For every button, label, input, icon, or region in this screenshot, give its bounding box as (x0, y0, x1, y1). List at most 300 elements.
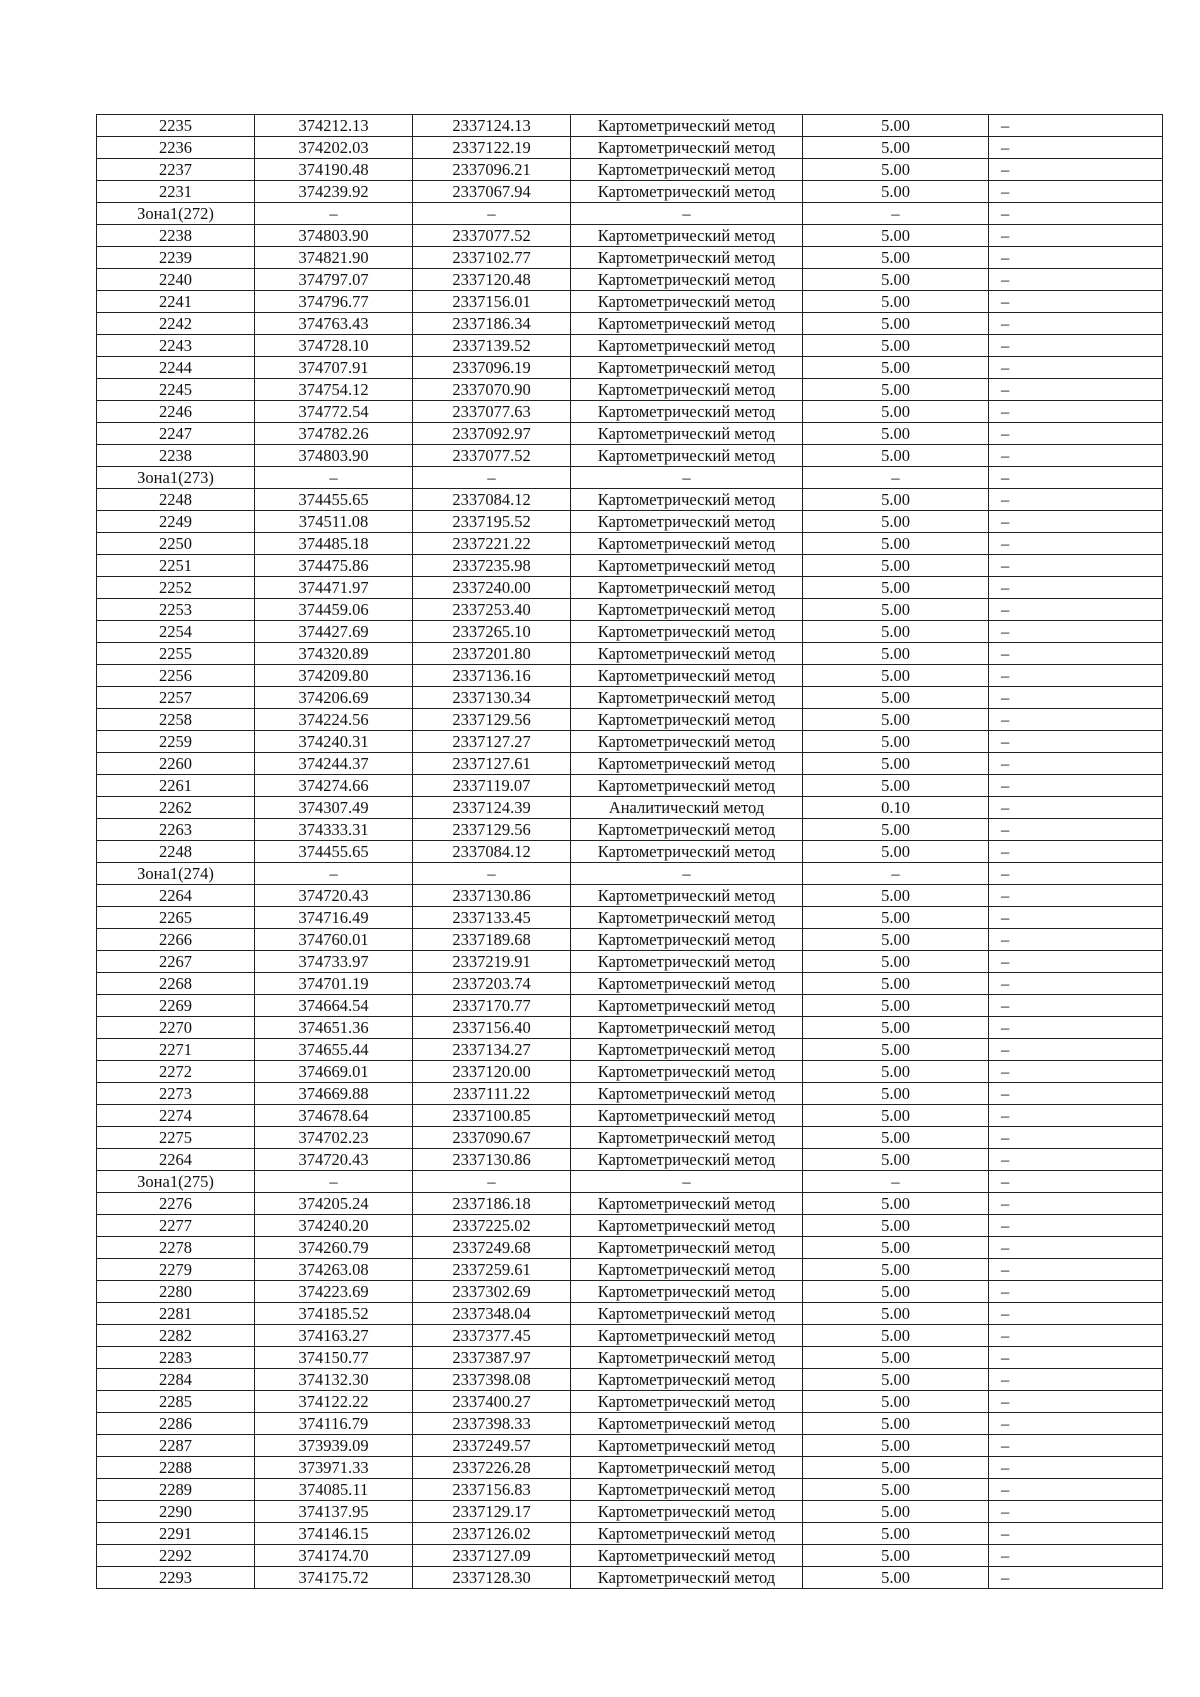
note-cell: – (989, 1325, 1163, 1347)
y-coordinate-cell: 2337127.27 (413, 731, 571, 753)
point-number-cell: 2281 (97, 1303, 255, 1325)
table-row (97, 1347, 1163, 1369)
table-row (97, 1149, 1163, 1171)
x-coordinate-cell: 374260.79 (255, 1237, 413, 1259)
y-coordinate-cell: 2337221.22 (413, 533, 571, 555)
note-cell: – (989, 995, 1163, 1017)
note-cell: – (989, 1083, 1163, 1105)
y-coordinate-cell: 2337156.40 (413, 1017, 571, 1039)
note-cell: – (989, 1413, 1163, 1435)
note-cell: – (989, 1171, 1163, 1193)
point-number-cell: 2241 (97, 291, 255, 313)
accuracy-cell: 5.00 (803, 1127, 989, 1149)
x-coordinate-cell: 374455.65 (255, 841, 413, 863)
table-row (97, 1391, 1163, 1413)
note-cell: – (989, 1501, 1163, 1523)
point-number-cell: 2251 (97, 555, 255, 577)
x-coordinate-cell: 374240.20 (255, 1215, 413, 1237)
y-coordinate-cell: 2337067.94 (413, 181, 571, 203)
y-coordinate-cell: 2337302.69 (413, 1281, 571, 1303)
accuracy-cell: 5.00 (803, 247, 989, 269)
table-row (97, 555, 1163, 577)
point-number-cell: 2237 (97, 159, 255, 181)
x-coordinate-cell: 374459.06 (255, 599, 413, 621)
method-cell: Аналитический метод (571, 797, 803, 819)
y-coordinate-cell: 2337129.56 (413, 709, 571, 731)
accuracy-cell: 5.00 (803, 885, 989, 907)
accuracy-cell: 5.00 (803, 401, 989, 423)
note-cell: – (989, 423, 1163, 445)
note-cell: – (989, 1193, 1163, 1215)
method-cell: Картометрический метод (571, 379, 803, 401)
point-number-cell: 2267 (97, 951, 255, 973)
method-cell: Картометрический метод (571, 1039, 803, 1061)
x-coordinate-cell: 374511.08 (255, 511, 413, 533)
method-cell: Картометрический метод (571, 1105, 803, 1127)
y-coordinate-cell: 2337156.83 (413, 1479, 571, 1501)
x-coordinate-cell: 374307.49 (255, 797, 413, 819)
x-coordinate-cell: 374190.48 (255, 159, 413, 181)
accuracy-cell: 5.00 (803, 621, 989, 643)
method-cell: Картометрический метод (571, 445, 803, 467)
note-cell: – (989, 731, 1163, 753)
accuracy-cell: 5.00 (803, 1193, 989, 1215)
table-row (97, 841, 1163, 863)
point-number-cell: 2266 (97, 929, 255, 951)
point-number-cell: 2260 (97, 753, 255, 775)
accuracy-cell: 5.00 (803, 907, 989, 929)
accuracy-cell: 5.00 (803, 973, 989, 995)
note-cell: – (989, 1479, 1163, 1501)
method-cell: Картометрический метод (571, 137, 803, 159)
method-cell: Картометрический метод (571, 1017, 803, 1039)
y-coordinate-cell: 2337084.12 (413, 841, 571, 863)
table-row (97, 1105, 1163, 1127)
x-coordinate-cell: 374796.77 (255, 291, 413, 313)
y-coordinate-cell: 2337170.77 (413, 995, 571, 1017)
note-cell: – (989, 709, 1163, 731)
x-coordinate-cell: 374651.36 (255, 1017, 413, 1039)
point-number-cell: 2265 (97, 907, 255, 929)
point-number-cell: 2289 (97, 1479, 255, 1501)
y-coordinate-cell: 2337201.80 (413, 643, 571, 665)
point-number-cell: 2262 (97, 797, 255, 819)
x-coordinate-cell: 374678.64 (255, 1105, 413, 1127)
note-cell: – (989, 1017, 1163, 1039)
note-cell: – (989, 643, 1163, 665)
method-cell: Картометрический метод (571, 1479, 803, 1501)
point-number-cell: 2240 (97, 269, 255, 291)
y-coordinate-cell: 2337090.67 (413, 1127, 571, 1149)
accuracy-cell: 5.00 (803, 995, 989, 1017)
x-coordinate-cell: 374244.37 (255, 753, 413, 775)
point-number-cell: 2252 (97, 577, 255, 599)
y-coordinate-cell: 2337127.61 (413, 753, 571, 775)
point-number-cell: 2238 (97, 445, 255, 467)
y-coordinate-cell: 2337124.13 (413, 115, 571, 137)
zone-header-row (97, 863, 1163, 885)
y-coordinate-cell: 2337129.56 (413, 819, 571, 841)
table-row (97, 929, 1163, 951)
x-coordinate-cell: 374782.26 (255, 423, 413, 445)
method-cell: Картометрический метод (571, 1457, 803, 1479)
zone-header-row (97, 1171, 1163, 1193)
point-number-cell: 2253 (97, 599, 255, 621)
point-number-cell: 2236 (97, 137, 255, 159)
point-number-cell: 2257 (97, 687, 255, 709)
point-number-cell: 2247 (97, 423, 255, 445)
table-row (97, 1127, 1163, 1149)
note-cell: – (989, 1237, 1163, 1259)
table-row (97, 1237, 1163, 1259)
note-cell: – (989, 555, 1163, 577)
y-coordinate-cell: 2337186.34 (413, 313, 571, 335)
x-coordinate-cell: 374669.88 (255, 1083, 413, 1105)
table-row (97, 1215, 1163, 1237)
point-number-cell: 2254 (97, 621, 255, 643)
accuracy-cell: 5.00 (803, 1457, 989, 1479)
point-number-cell: 2273 (97, 1083, 255, 1105)
x-coordinate-cell: 374702.23 (255, 1127, 413, 1149)
x-coordinate-cell: 374655.44 (255, 1039, 413, 1061)
note-cell: – (989, 687, 1163, 709)
accuracy-cell: 5.00 (803, 533, 989, 555)
table-row (97, 731, 1163, 753)
y-coordinate-cell: 2337130.86 (413, 1149, 571, 1171)
y-coordinate-cell: 2337127.09 (413, 1545, 571, 1567)
method-cell: Картометрический метод (571, 1083, 803, 1105)
note-cell: – (989, 445, 1163, 467)
point-number-cell: 2258 (97, 709, 255, 731)
point-number-cell: 2279 (97, 1259, 255, 1281)
note-cell: – (989, 269, 1163, 291)
point-number-cell: 2250 (97, 533, 255, 555)
x-coordinate-cell: 374274.66 (255, 775, 413, 797)
point-number-cell: 2284 (97, 1369, 255, 1391)
table-row (97, 489, 1163, 511)
accuracy-cell: 5.00 (803, 1479, 989, 1501)
accuracy-cell: 5.00 (803, 489, 989, 511)
table-row (97, 423, 1163, 445)
y-coordinate-cell: – (413, 1171, 571, 1193)
point-number-cell: 2288 (97, 1457, 255, 1479)
note-cell: – (989, 313, 1163, 335)
x-coordinate-cell: 374475.86 (255, 555, 413, 577)
table-row (97, 1457, 1163, 1479)
x-coordinate-cell: 374485.18 (255, 533, 413, 555)
x-coordinate-cell: 374146.15 (255, 1523, 413, 1545)
note-cell: – (989, 1347, 1163, 1369)
accuracy-cell: 5.00 (803, 1567, 989, 1589)
table-row (97, 687, 1163, 709)
method-cell: Картометрический метод (571, 1061, 803, 1083)
accuracy-cell: 5.00 (803, 709, 989, 731)
note-cell: – (989, 247, 1163, 269)
point-number-cell: 2264 (97, 885, 255, 907)
zone-label-cell: Зона1(273) (97, 467, 255, 489)
x-coordinate-cell: 374664.54 (255, 995, 413, 1017)
table-row (97, 621, 1163, 643)
point-number-cell: 2244 (97, 357, 255, 379)
accuracy-cell: 5.00 (803, 1369, 989, 1391)
accuracy-cell: 5.00 (803, 423, 989, 445)
note-cell: – (989, 1281, 1163, 1303)
accuracy-cell: 5.00 (803, 269, 989, 291)
method-cell: Картометрический метод (571, 1325, 803, 1347)
x-coordinate-cell: – (255, 467, 413, 489)
zone-header-row (97, 467, 1163, 489)
accuracy-cell: 5.00 (803, 1105, 989, 1127)
x-coordinate-cell: 374427.69 (255, 621, 413, 643)
y-coordinate-cell: 2337400.27 (413, 1391, 571, 1413)
method-cell: Картометрический метод (571, 1391, 803, 1413)
accuracy-cell: 5.00 (803, 313, 989, 335)
method-cell: – (571, 863, 803, 885)
accuracy-cell: 5.00 (803, 1325, 989, 1347)
accuracy-cell: 5.00 (803, 1413, 989, 1435)
table-row (97, 599, 1163, 621)
y-coordinate-cell: 2337070.90 (413, 379, 571, 401)
note-cell: – (989, 621, 1163, 643)
table-row (97, 137, 1163, 159)
method-cell: Картометрический метод (571, 335, 803, 357)
y-coordinate-cell: 2337111.22 (413, 1083, 571, 1105)
point-number-cell: 2256 (97, 665, 255, 687)
x-coordinate-cell: 374797.07 (255, 269, 413, 291)
accuracy-cell: – (803, 1171, 989, 1193)
point-number-cell: 2271 (97, 1039, 255, 1061)
y-coordinate-cell: 2337130.34 (413, 687, 571, 709)
x-coordinate-cell: 374163.27 (255, 1325, 413, 1347)
y-coordinate-cell: 2337077.52 (413, 445, 571, 467)
accuracy-cell: 5.00 (803, 1545, 989, 1567)
y-coordinate-cell: 2337249.57 (413, 1435, 571, 1457)
note-cell: – (989, 159, 1163, 181)
y-coordinate-cell: 2337092.97 (413, 423, 571, 445)
accuracy-cell: 5.00 (803, 445, 989, 467)
zone-label-cell: Зона1(274) (97, 863, 255, 885)
method-cell: Картометрический метод (571, 1501, 803, 1523)
y-coordinate-cell: 2337156.01 (413, 291, 571, 313)
note-cell: – (989, 1369, 1163, 1391)
method-cell: Картометрический метод (571, 885, 803, 907)
y-coordinate-cell: – (413, 203, 571, 225)
point-number-cell: 2272 (97, 1061, 255, 1083)
y-coordinate-cell: 2337119.07 (413, 775, 571, 797)
x-coordinate-cell: 374760.01 (255, 929, 413, 951)
point-number-cell: 2269 (97, 995, 255, 1017)
method-cell: Картометрический метод (571, 1413, 803, 1435)
point-number-cell: 2263 (97, 819, 255, 841)
accuracy-cell: 5.00 (803, 511, 989, 533)
point-number-cell: 2248 (97, 489, 255, 511)
note-cell: – (989, 929, 1163, 951)
point-number-cell: 2292 (97, 1545, 255, 1567)
note-cell: – (989, 291, 1163, 313)
y-coordinate-cell: 2337077.63 (413, 401, 571, 423)
y-coordinate-cell: 2337186.18 (413, 1193, 571, 1215)
point-number-cell: 2261 (97, 775, 255, 797)
x-coordinate-cell: – (255, 203, 413, 225)
x-coordinate-cell: 374175.72 (255, 1567, 413, 1589)
table-row (97, 577, 1163, 599)
point-number-cell: 2290 (97, 1501, 255, 1523)
y-coordinate-cell: 2337133.45 (413, 907, 571, 929)
note-cell: – (989, 533, 1163, 555)
method-cell: Картометрический метод (571, 401, 803, 423)
method-cell: Картометрический метод (571, 665, 803, 687)
point-number-cell: 2270 (97, 1017, 255, 1039)
accuracy-cell: 5.00 (803, 753, 989, 775)
method-cell: Картометрический метод (571, 995, 803, 1017)
method-cell: Картометрический метод (571, 115, 803, 137)
x-coordinate-cell: 374707.91 (255, 357, 413, 379)
method-cell: Картометрический метод (571, 1193, 803, 1215)
accuracy-cell: 5.00 (803, 929, 989, 951)
y-coordinate-cell: 2337128.30 (413, 1567, 571, 1589)
y-coordinate-cell: 2337203.74 (413, 973, 571, 995)
x-coordinate-cell: 374122.22 (255, 1391, 413, 1413)
method-cell: Картометрический метод (571, 841, 803, 863)
method-cell: Картометрический метод (571, 907, 803, 929)
accuracy-cell: – (803, 203, 989, 225)
table-row (97, 1193, 1163, 1215)
x-coordinate-cell: 374733.97 (255, 951, 413, 973)
accuracy-cell: 5.00 (803, 643, 989, 665)
note-cell: – (989, 379, 1163, 401)
point-number-cell: 2238 (97, 225, 255, 247)
x-coordinate-cell: 374720.43 (255, 885, 413, 907)
table-row (97, 313, 1163, 335)
note-cell: – (989, 137, 1163, 159)
method-cell: – (571, 1171, 803, 1193)
table-row (97, 1369, 1163, 1391)
x-coordinate-cell: 373939.09 (255, 1435, 413, 1457)
y-coordinate-cell: 2337102.77 (413, 247, 571, 269)
accuracy-cell: 5.00 (803, 1039, 989, 1061)
method-cell: Картометрический метод (571, 929, 803, 951)
table-row (97, 1083, 1163, 1105)
accuracy-cell: 5.00 (803, 181, 989, 203)
accuracy-cell: 5.00 (803, 1215, 989, 1237)
note-cell: – (989, 863, 1163, 885)
y-coordinate-cell: 2337240.00 (413, 577, 571, 599)
y-coordinate-cell: 2337377.45 (413, 1325, 571, 1347)
note-cell: – (989, 797, 1163, 819)
accuracy-cell: 5.00 (803, 225, 989, 247)
accuracy-cell: 5.00 (803, 577, 989, 599)
method-cell: Картометрический метод (571, 533, 803, 555)
y-coordinate-cell: 2337348.04 (413, 1303, 571, 1325)
x-coordinate-cell: 374669.01 (255, 1061, 413, 1083)
accuracy-cell: 5.00 (803, 665, 989, 687)
table-row (97, 225, 1163, 247)
table-row (97, 951, 1163, 973)
x-coordinate-cell: 374333.31 (255, 819, 413, 841)
method-cell: Картометрический метод (571, 1369, 803, 1391)
note-cell: – (989, 467, 1163, 489)
method-cell: Картометрический метод (571, 225, 803, 247)
y-coordinate-cell: 2337120.00 (413, 1061, 571, 1083)
note-cell: – (989, 225, 1163, 247)
accuracy-cell: 5.00 (803, 841, 989, 863)
method-cell: Картометрический метод (571, 489, 803, 511)
note-cell: – (989, 511, 1163, 533)
table-row (97, 797, 1163, 819)
point-number-cell: 2255 (97, 643, 255, 665)
method-cell: Картометрический метод (571, 313, 803, 335)
accuracy-cell: – (803, 467, 989, 489)
note-cell: – (989, 489, 1163, 511)
y-coordinate-cell: 2337225.02 (413, 1215, 571, 1237)
table-row (97, 1435, 1163, 1457)
table-row (97, 181, 1163, 203)
y-coordinate-cell: 2337130.86 (413, 885, 571, 907)
point-number-cell: 2285 (97, 1391, 255, 1413)
note-cell: – (989, 885, 1163, 907)
note-cell: – (989, 1215, 1163, 1237)
table-row (97, 291, 1163, 313)
y-coordinate-cell: 2337084.12 (413, 489, 571, 511)
x-coordinate-cell: 374137.95 (255, 1501, 413, 1523)
method-cell: Картометрический метод (571, 555, 803, 577)
y-coordinate-cell: 2337122.19 (413, 137, 571, 159)
method-cell: Картометрический метод (571, 687, 803, 709)
y-coordinate-cell: 2337219.91 (413, 951, 571, 973)
table-row (97, 1413, 1163, 1435)
point-number-cell: 2239 (97, 247, 255, 269)
method-cell: Картометрический метод (571, 423, 803, 445)
table-row (97, 335, 1163, 357)
method-cell: Картометрический метод (571, 247, 803, 269)
accuracy-cell: 5.00 (803, 1523, 989, 1545)
accuracy-cell: 5.00 (803, 137, 989, 159)
note-cell: – (989, 1435, 1163, 1457)
table-row (97, 1061, 1163, 1083)
point-number-cell: 2248 (97, 841, 255, 863)
point-number-cell: 2268 (97, 973, 255, 995)
x-coordinate-cell: 374085.11 (255, 1479, 413, 1501)
point-number-cell: 2246 (97, 401, 255, 423)
method-cell: Картометрический метод (571, 753, 803, 775)
table-row (97, 379, 1163, 401)
note-cell: – (989, 907, 1163, 929)
method-cell: Картометрический метод (571, 1215, 803, 1237)
method-cell: Картометрический метод (571, 621, 803, 643)
note-cell: – (989, 1061, 1163, 1083)
table-row (97, 247, 1163, 269)
table-row (97, 643, 1163, 665)
x-coordinate-cell: 374206.69 (255, 687, 413, 709)
method-cell: Картометрический метод (571, 643, 803, 665)
method-cell: Картометрический метод (571, 269, 803, 291)
accuracy-cell: 5.00 (803, 1347, 989, 1369)
y-coordinate-cell: 2337259.61 (413, 1259, 571, 1281)
x-coordinate-cell: 374471.97 (255, 577, 413, 599)
zone-label-cell: Зона1(272) (97, 203, 255, 225)
note-cell: – (989, 1523, 1163, 1545)
x-coordinate-cell: 374212.13 (255, 115, 413, 137)
table-row (97, 1545, 1163, 1567)
note-cell: – (989, 819, 1163, 841)
x-coordinate-cell: 374763.43 (255, 313, 413, 335)
accuracy-cell: 5.00 (803, 1149, 989, 1171)
point-number-cell: 2282 (97, 1325, 255, 1347)
x-coordinate-cell: 374803.90 (255, 445, 413, 467)
accuracy-cell: 5.00 (803, 115, 989, 137)
note-cell: – (989, 1303, 1163, 1325)
x-coordinate-cell: 374320.89 (255, 643, 413, 665)
